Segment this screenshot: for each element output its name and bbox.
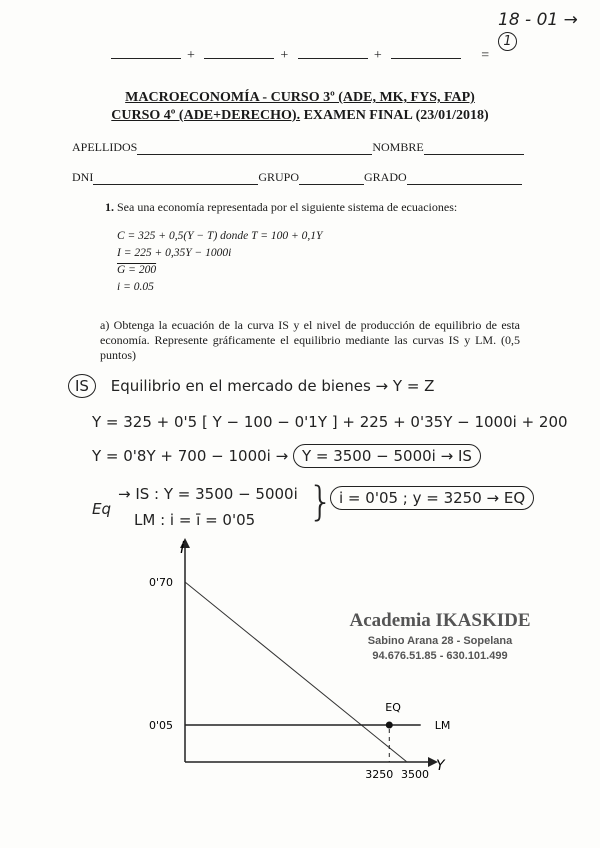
is-curve: [185, 582, 407, 762]
equilibrium-point: [386, 722, 393, 729]
is-derivation: Y = 0'8Y + 700 − 1000i →: [92, 447, 289, 465]
grupo-label: GRUPO: [258, 170, 300, 184]
equation-government: G = 200: [117, 264, 157, 276]
is-circled-label: IS: [68, 374, 96, 398]
is-equation-boxed: Y = 3500 − 5000i → IS: [293, 444, 481, 468]
exam-title-line1: MACROECONOMÍA - CURSO 3º (ADE, MK, FYS, FAP): [125, 90, 475, 105]
academy-stamp: [340, 610, 540, 662]
equation-interest: i = 0.05: [117, 281, 154, 293]
eq-is-line: → IS : Y = 3500 − 5000i: [118, 485, 298, 503]
plus-sign: +: [280, 48, 289, 63]
stamp-name: Academia IKASKIDE: [349, 610, 531, 631]
corner-text: 18 - 01 →: [498, 10, 578, 30]
question-number: 1.: [105, 200, 114, 214]
plus-sign: +: [187, 48, 195, 63]
handwriting-line2: Y = 325 + 0'5 [ Y − 100 − 0'1Y ] + 225 + 0'35Y − 1000i + 200: [92, 413, 568, 431]
corner-page-number: 1: [498, 32, 517, 51]
eq-lm-line: LM : i = ī = 0'05: [134, 511, 256, 529]
nombre-label: NOMBRE: [372, 140, 424, 154]
equilibrium-solution: i = 0'05 ; y = 3250 → EQ: [330, 486, 534, 510]
course-label: CURSO 4º (ADE+DERECHO).: [111, 108, 301, 123]
question-part-a: a) Obtenga la ecuación de la curva IS y el nivel de producción de equilibrio de esta economía. Represente gráficamente el equilibrio mediante las curvas IS y LM. (0,5 puntos): [100, 318, 520, 362]
equilibrium-label: EQ: [385, 701, 401, 714]
x-tick-label-eq: 3250: [365, 768, 394, 781]
dni-label: DNI: [72, 170, 94, 184]
eq-label: Eq: [92, 500, 111, 518]
goods-market-equilibrium: Equilibrio en el mercado de bienes → Y = Z: [110, 377, 435, 395]
lm-label: LM: [434, 719, 451, 732]
stamp-address: Sabino Arana 28 - Sopelana: [367, 635, 513, 647]
equals-sign: =: [481, 48, 490, 63]
plus-sign: +: [373, 48, 382, 63]
brace-icon: }: [308, 479, 334, 525]
equation-consumption: C = 325 + 0,5(Y − T) donde T = 100 + 0,1Y: [117, 230, 323, 242]
exam-date-label: EXAMEN FINAL (23/01/2018): [300, 108, 489, 123]
question-text: Sea una economía representada por el siguiente sistema de ecuaciones:: [117, 200, 458, 214]
equation-investment: I = 225 + 0,35Y − 1000i: [117, 247, 232, 259]
apellidos-label: APELLIDOS: [72, 140, 138, 154]
y-tick-label-top: 0'70: [148, 576, 173, 589]
y-axis-label: i: [180, 538, 185, 557]
y-tick-label-lm: 0'05: [148, 719, 173, 732]
grado-label: GRADO: [364, 170, 407, 184]
x-tick-label-is: 3500: [401, 768, 429, 781]
stamp-phones: 94.676.51.85 - 630.101.499: [372, 650, 508, 662]
x-axis-label: Y: [436, 758, 445, 774]
